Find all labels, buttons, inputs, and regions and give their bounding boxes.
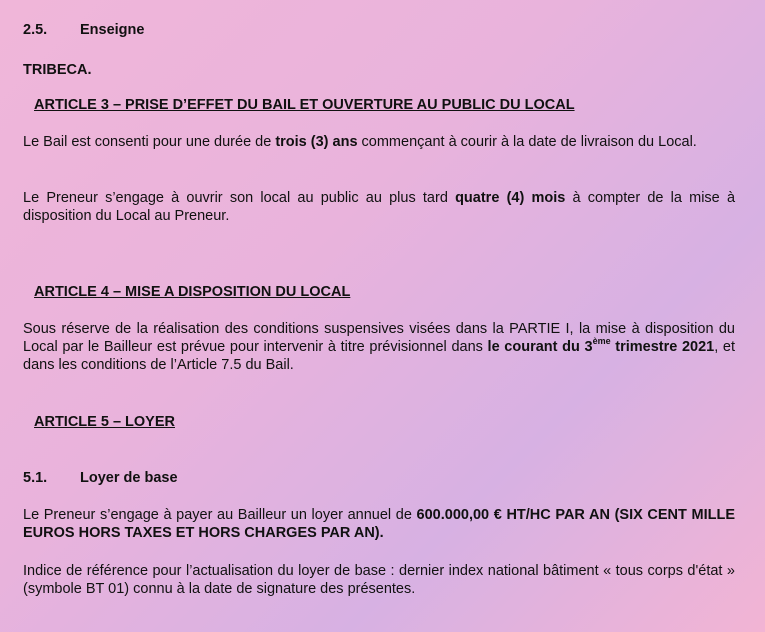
enseigne-value: TRIBECA. [23, 62, 92, 78]
section-5-1-heading [23, 469, 735, 487]
section-2-5-heading [23, 21, 735, 39]
text-run: , et dans les conditions de l’Article 7.5 du Bail. [23, 339, 735, 373]
section-number: 2.5. [23, 22, 48, 38]
duration-bold: trois (3) ans [275, 134, 358, 150]
article-3-paragraph-1 [23, 133, 735, 151]
text-run: Le Bail est consenti pour une durée de [23, 134, 276, 150]
article-3-paragraph-2 [23, 189, 735, 225]
section-number: 5.1. [23, 470, 48, 486]
article-3-heading: ARTICLE 3 – PRISE D’EFFET DU BAIL ET OUVERTURE AU PUBLIC DU LOCAL [34, 97, 575, 113]
section-title: Enseigne [80, 22, 145, 38]
text-run: Le Preneur s’engage à ouvrir son local au public au plus tard [23, 190, 456, 206]
section-title: Loyer de base [80, 470, 178, 486]
date-bold: trimestre 2021 [610, 339, 715, 355]
article-5-paragraph-1 [23, 506, 735, 542]
article-4-heading: ARTICLE 4 – MISE A DISPOSITION DU LOCAL [34, 284, 351, 300]
text-run: à compter de la mise à disposition du Local au Preneur. [23, 190, 736, 224]
text-run: Le Preneur s’engage à payer au Bailleur un loyer annuel de [23, 507, 417, 523]
rent-amount-bold: 600.000,00 € HT/HC PAR AN (SIX CENT MILLE EUROS HORS TAXES ET HORS CHARGES PAR AN). [23, 507, 735, 541]
article-4-paragraph-1 [23, 320, 735, 374]
text-run: Sous réserve de la réalisation des conditions suspensives visées dans la PARTIE I, la mise à disposition du Local par le Bailleur est prévue pour intervenir à titre prévisionnel dans [23, 321, 735, 355]
date-bold: le courant du 3 [487, 339, 593, 355]
superscript: ème [592, 336, 611, 347]
article-5-heading: ARTICLE 5 – LOYER [34, 414, 175, 430]
delay-bold: quatre (4) mois [455, 190, 566, 206]
text-run: commençant à courir à la date de livraison du Local. [357, 134, 697, 150]
article-5-paragraph-2: Indice de référence pour l’actualisation du loyer de base : dernier index national bâtiment « tous corps d'état » (symbole BT 01) connu à la date de signature des présentes. [23, 563, 735, 597]
